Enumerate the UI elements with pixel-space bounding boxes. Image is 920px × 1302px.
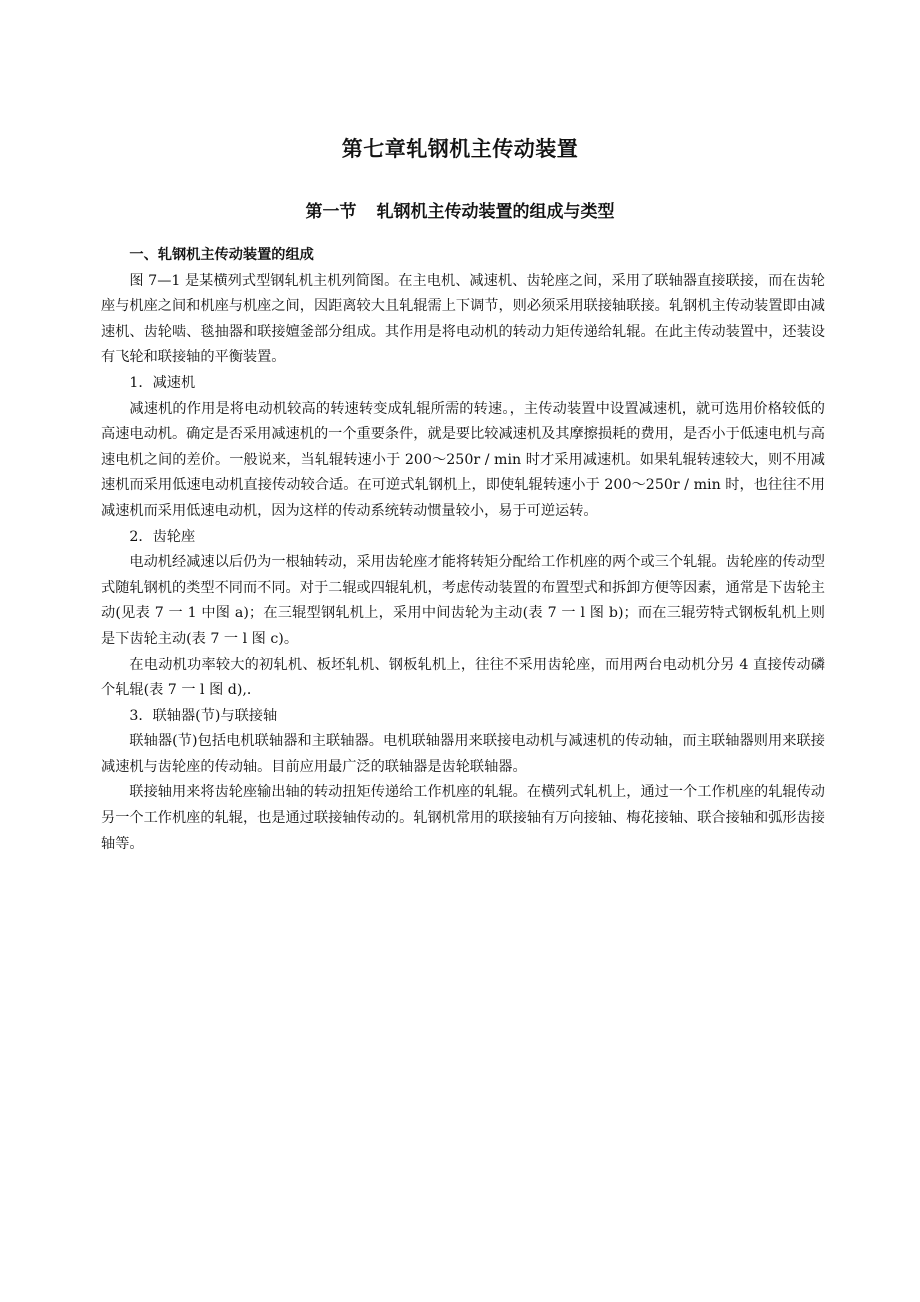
paragraph-connecting-shaft: 联接轴用来将齿轮座输出轴的转动扭矩传递给工作机座的轧辊。在横列式轧机上，通过一个工作机座的轧辊传动另一个工作机座的轧辊，也是通过联接轴传动的。轧钢机常用的联接轴有万向接轴、梅花接轴、联合接轴和弧形齿接轴等。 [101,784,825,852]
paragraph-coupling: 联轴器(节)包括电机联轴器和主联轴器。电机联轴器用来联接电动机与减速机的传动轴，而主联轴器则用来联接减速机与齿轮座的传动轴。目前应用最广泛的联轴器是齿轮联轴器。 [101,733,825,775]
paragraph-gear-seat: 电动机经减速以后仍为一根轴转动，采用齿轮座才能将转矩分配给工作机座的两个或三个轧辊。齿轮座的传动型式随轧钢机的类型不同而不同。对于二辊或四辊轧机，考虑传动装置的布置型式和拆卸方便等因素，通常是下齿轮主动(见表 7 一 1 中图 a)；在三辊型钢轧机上，采用中间齿轮为主动(表 7 一 l 图 b)；而在三辊劳特式钢板轧机上则是下齿轮主动(表 7 一 l 图 c)。 [101,554,825,647]
subheading-coupling: 3．联轴器(节)与联接轴 [129,707,278,724]
chapter-title: 第七章轧钢机主传动装置 [341,136,579,161]
subheading-reducer: 1．减速机 [129,374,196,391]
document-body [101,243,825,857]
subheading-gear-seat: 2．齿轮座 [129,528,196,545]
paragraph-reducer: 减速机的作用是将电动机较高的转速转变成轧辊所需的转速。，主传动装置中设置减速机，就可选用价格较低的高速电动机。确定是否采用减速机的一个重要条件，就是要比较减速机及其摩擦损耗的费用，是否小于低速电机与高速电机之间的差价。一般说来，当轧辊转速小于 200～250r / min 时才采用减速机。如果轧辊转速较大，则不用减速机而采用低速电动机直接传动较合适。在可逆式轧钢机上，即使轧辊转速小于 200～250r / min 时，也往往不用减速机而采用低速电动机，因为这样的传动系统转动惯量较小，易于可逆运转。 [101,400,825,519]
heading-composition: 一、轧钢机主传动装置的组成 [129,247,314,263]
paragraph-intro: 图 7—1 是某横列式型钢轧机主机列简图。在主电机、减速机、齿轮座之间，采用了联轴器直接联接，而在齿轮座与机座之间和机座与机座之间，因距离较大且轧辊需上下调节，则必须采用联接轴联接。轧钢机主传动装置即由减速机、齿轮啮、毯抽器和联接嬗釜部分组成。其作用是将电动机的转动力矩传递给轧辊。在此主传动装置中，还装设有飞轮和联接轴的平衡装置。 [101,272,825,366]
section-title [0,197,920,222]
section-label: 第一节 [305,202,357,222]
section-heading: 轧钢机主传动装置的组成与类型 [376,202,615,222]
paragraph-gear-seat-2: 在电动机功率较大的初轧机、板坯轧机、钢板轧机上，往往不采用齿轮座，而用两台电动机分另 4 直接传动磷个轧辊(表 7 一 l 图 d),． [101,656,825,699]
